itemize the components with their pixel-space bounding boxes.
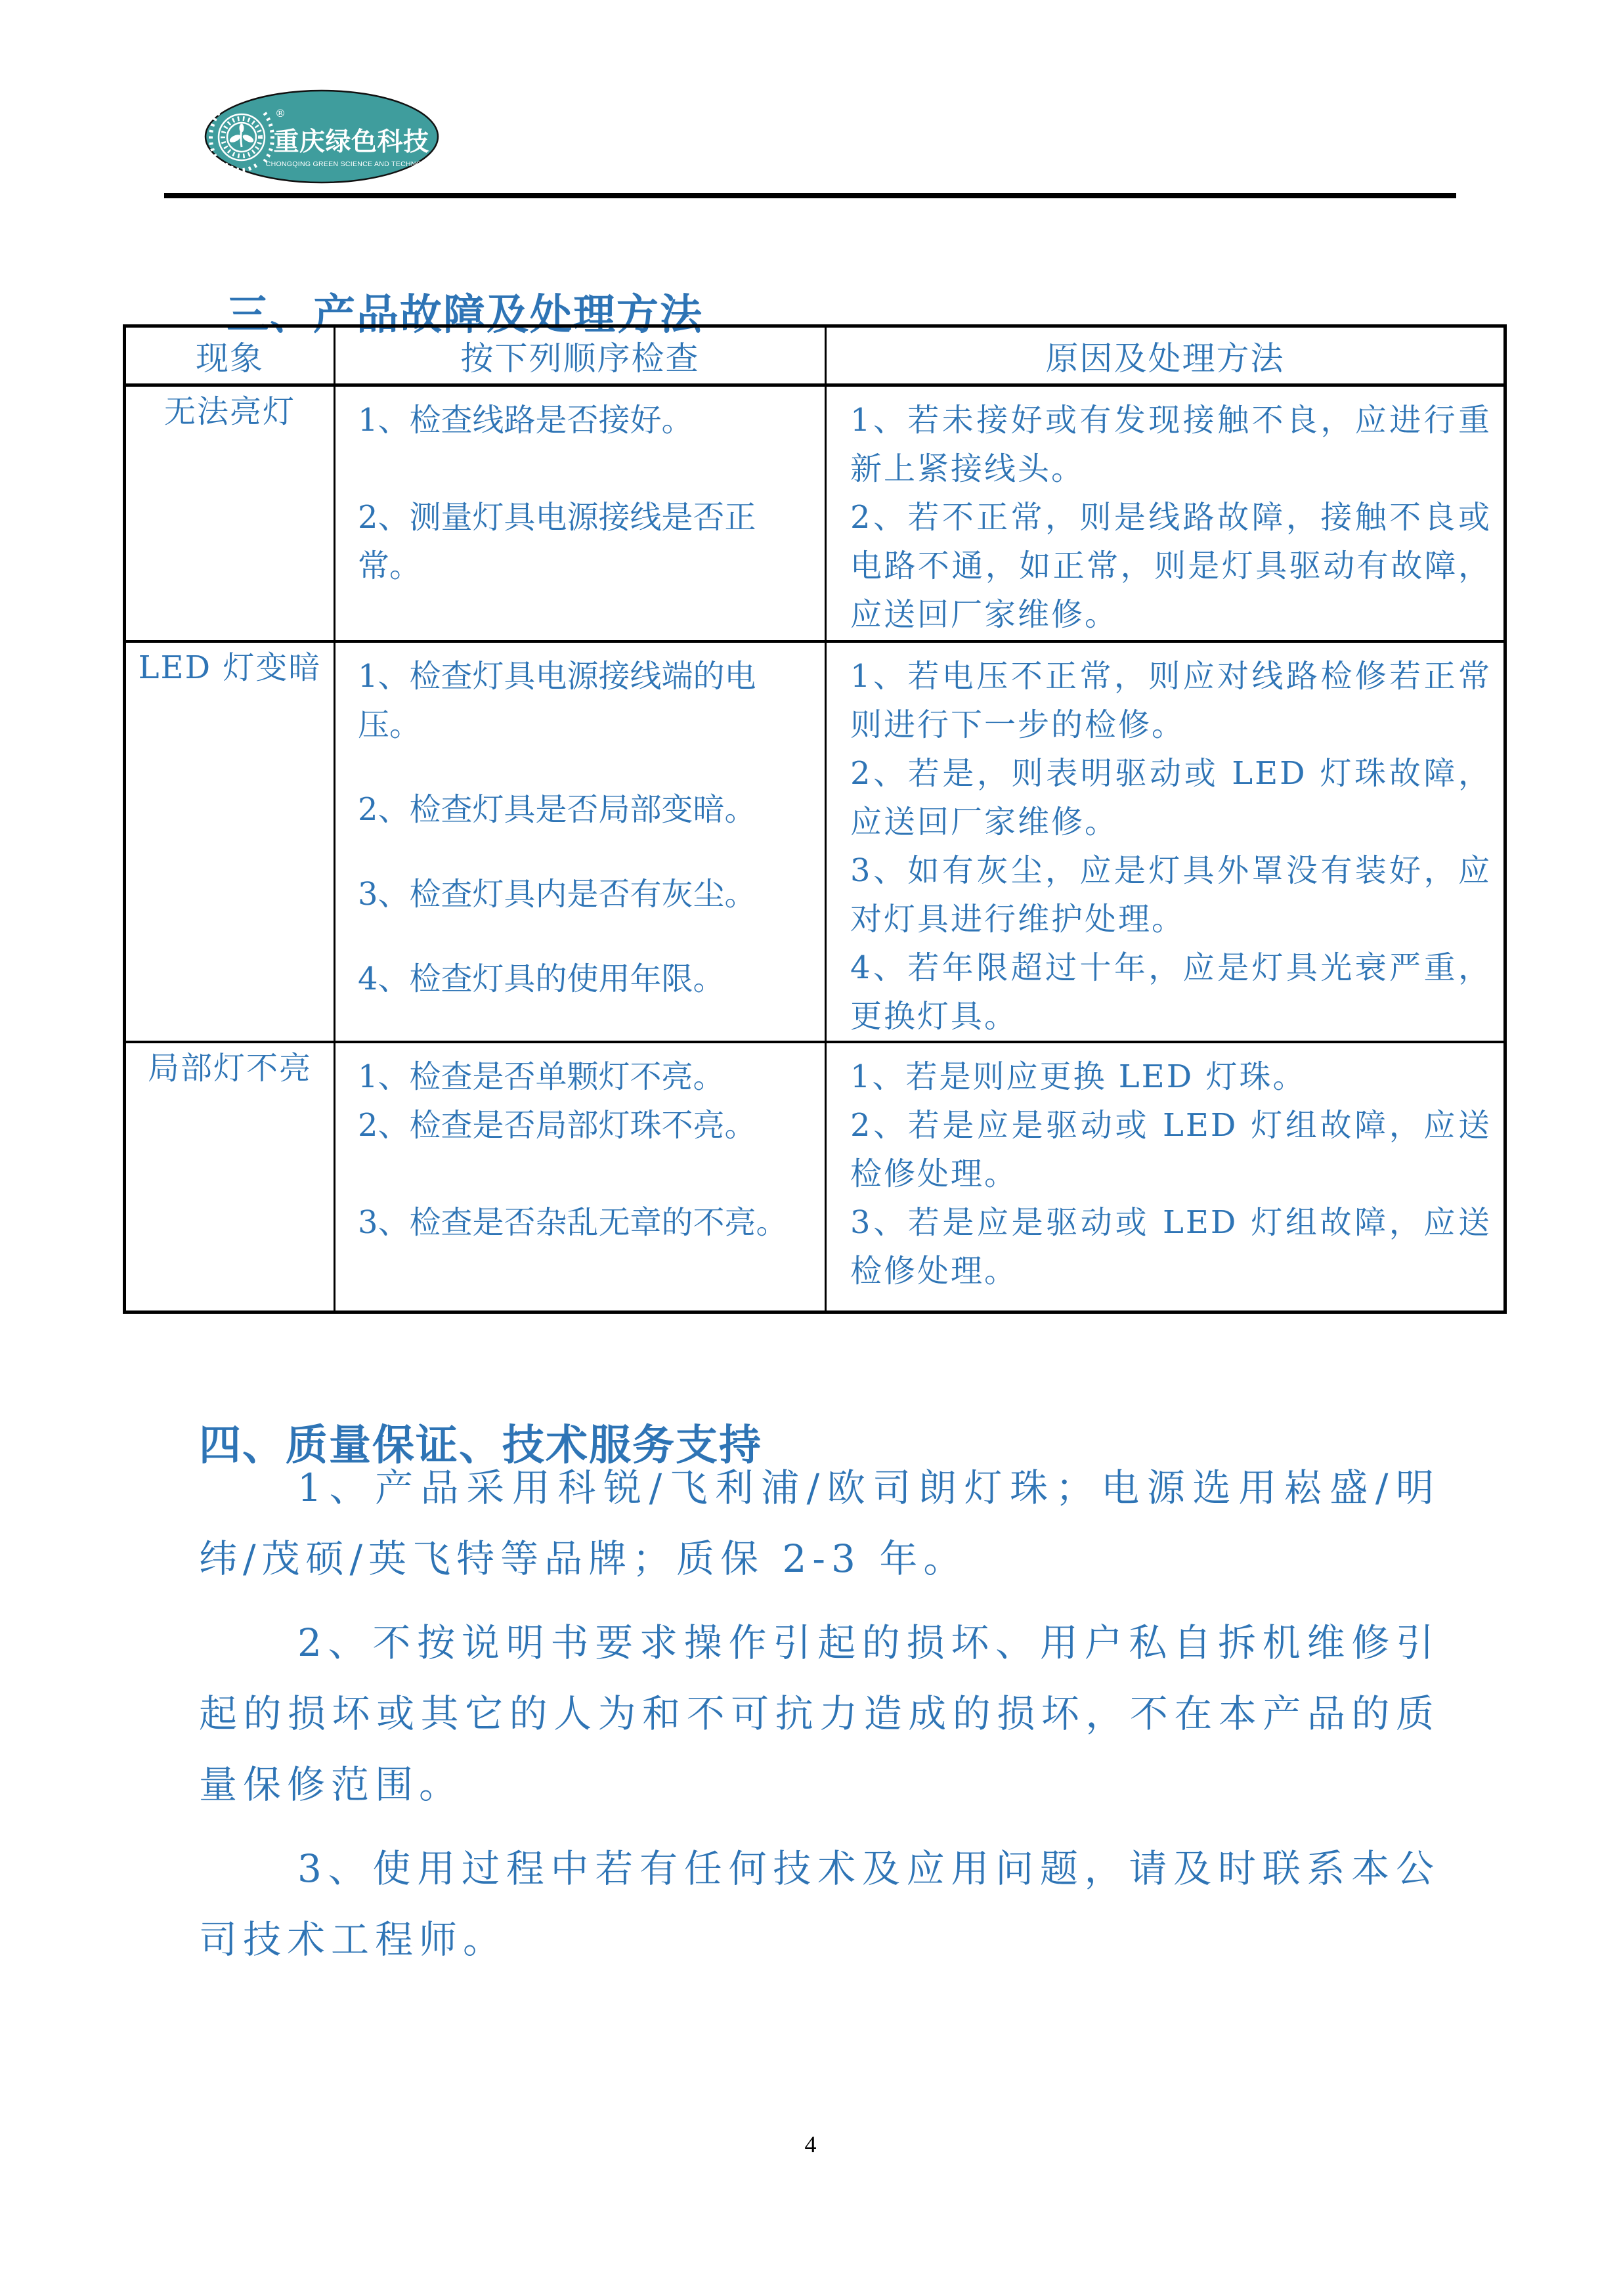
phenomenon-cell: LED 灯变暗 bbox=[125, 641, 335, 1042]
cause-item: 1、若未接好或有发现接触不良，应进行重新上紧接线头。 bbox=[850, 402, 1492, 487]
cause-item: 2、若是应是驱动或 LED 灯组故障，应送检修处理。 bbox=[850, 1106, 1492, 1192]
warranty-paragraph: 2、不按说明书要求操作引起的损坏、用户私自拆机维修引起的损坏或其它的人为和不可抗力造成的损坏，不在本产品的质量保修范围。 bbox=[199, 1620, 1440, 1807]
warranty-paragraphs bbox=[199, 1452, 1440, 1988]
fault-table-header-checks: 按下列顺序检查 bbox=[335, 326, 826, 385]
cause-item: 3、若是应是驱动或 LED 灯组故障，应送检修处理。 bbox=[850, 1203, 1492, 1289]
cause-item: 2、若不正常，则是线路故障，接触不良或电路不通，如正常，则是灯具驱动有故障，应送回厂家维修。 bbox=[850, 499, 1492, 633]
cause-item: 4、若年限超过十年，应是灯具光衰严重，更换灯具。 bbox=[850, 949, 1492, 1035]
check-item: 1、检查线路是否接好。 bbox=[358, 402, 693, 439]
check-item: 2、检查灯具是否局部变暗。 bbox=[358, 791, 756, 828]
warranty-paragraph: 1、产品采用科锐/飞利浦/欧司朗灯珠；电源选用崧盛/明纬/茂硕/英飞特等品牌；质保 2-3 年。 bbox=[199, 1465, 1440, 1581]
company-logo bbox=[204, 89, 439, 184]
fault-table-row-led-dim bbox=[125, 641, 1505, 1042]
cause-item: 3、如有灰尘，应是灯具外罩没有装好，应对灯具进行维护处理。 bbox=[850, 852, 1492, 938]
phenomenon-cell: 局部灯不亮 bbox=[125, 1042, 335, 1312]
check-item: 1、检查灯具电源接线端的电压。 bbox=[358, 657, 756, 743]
cause-item: 1、若电压不正常，则应对线路检修若正常则进行下一步的检修。 bbox=[850, 657, 1492, 743]
check-item: 2、测量灯具电源接线是否正常。 bbox=[358, 499, 756, 584]
causes-cell bbox=[826, 641, 1505, 1042]
cause-item: 1、若是则应更换 LED 灯珠。 bbox=[850, 1058, 1307, 1095]
fault-table-header-causes: 原因及处理方法 bbox=[826, 326, 1505, 385]
check-item: 3、检查是否杂乱无章的不亮。 bbox=[358, 1203, 788, 1241]
causes-cell bbox=[826, 385, 1505, 641]
fault-table-header-phenomenon: 现象 bbox=[125, 326, 335, 385]
check-item: 1、检查是否单颗灯不亮。 bbox=[358, 1058, 725, 1095]
check-item: 4、检查灯具的使用年限。 bbox=[358, 960, 725, 997]
checks-cell bbox=[335, 641, 826, 1042]
fault-table bbox=[123, 324, 1507, 1314]
checks-cell bbox=[335, 385, 826, 641]
logo-name-cn: 重庆绿色科技 bbox=[273, 127, 429, 157]
header-divider bbox=[164, 193, 1456, 198]
section-warranty-title: 四、质量保证、技术服务支持 bbox=[199, 1421, 762, 1471]
fault-table-row-no-light bbox=[125, 385, 1505, 641]
company-logo-icon bbox=[204, 89, 439, 184]
page-number: 4 bbox=[804, 2131, 817, 2157]
checks-cell bbox=[335, 1042, 826, 1312]
logo-name-en: CHONGQING GREEN SCIENCE AND TECHNOLOG bbox=[265, 160, 437, 168]
check-item: 3、检查灯具内是否有灰尘。 bbox=[358, 875, 756, 913]
phenomenon-cell: 无法亮灯 bbox=[125, 385, 335, 641]
check-item: 2、检查是否局部灯珠不亮。 bbox=[358, 1106, 756, 1144]
fault-table-header-row bbox=[125, 326, 1505, 385]
warranty-paragraph: 3、使用过程中若有任何技术及应用问题，请及时联系本公司技术工程师。 bbox=[199, 1846, 1440, 1962]
fault-table-row-partial-off bbox=[125, 1042, 1505, 1312]
causes-cell bbox=[826, 1042, 1505, 1312]
registered-trademark-icon: ® bbox=[275, 107, 286, 119]
cause-item: 2、若是，则表明驱动或 LED 灯珠故障，应送回厂家维修。 bbox=[850, 754, 1492, 840]
section-fault-title: 三、产品故障及处理方法 bbox=[227, 290, 703, 340]
